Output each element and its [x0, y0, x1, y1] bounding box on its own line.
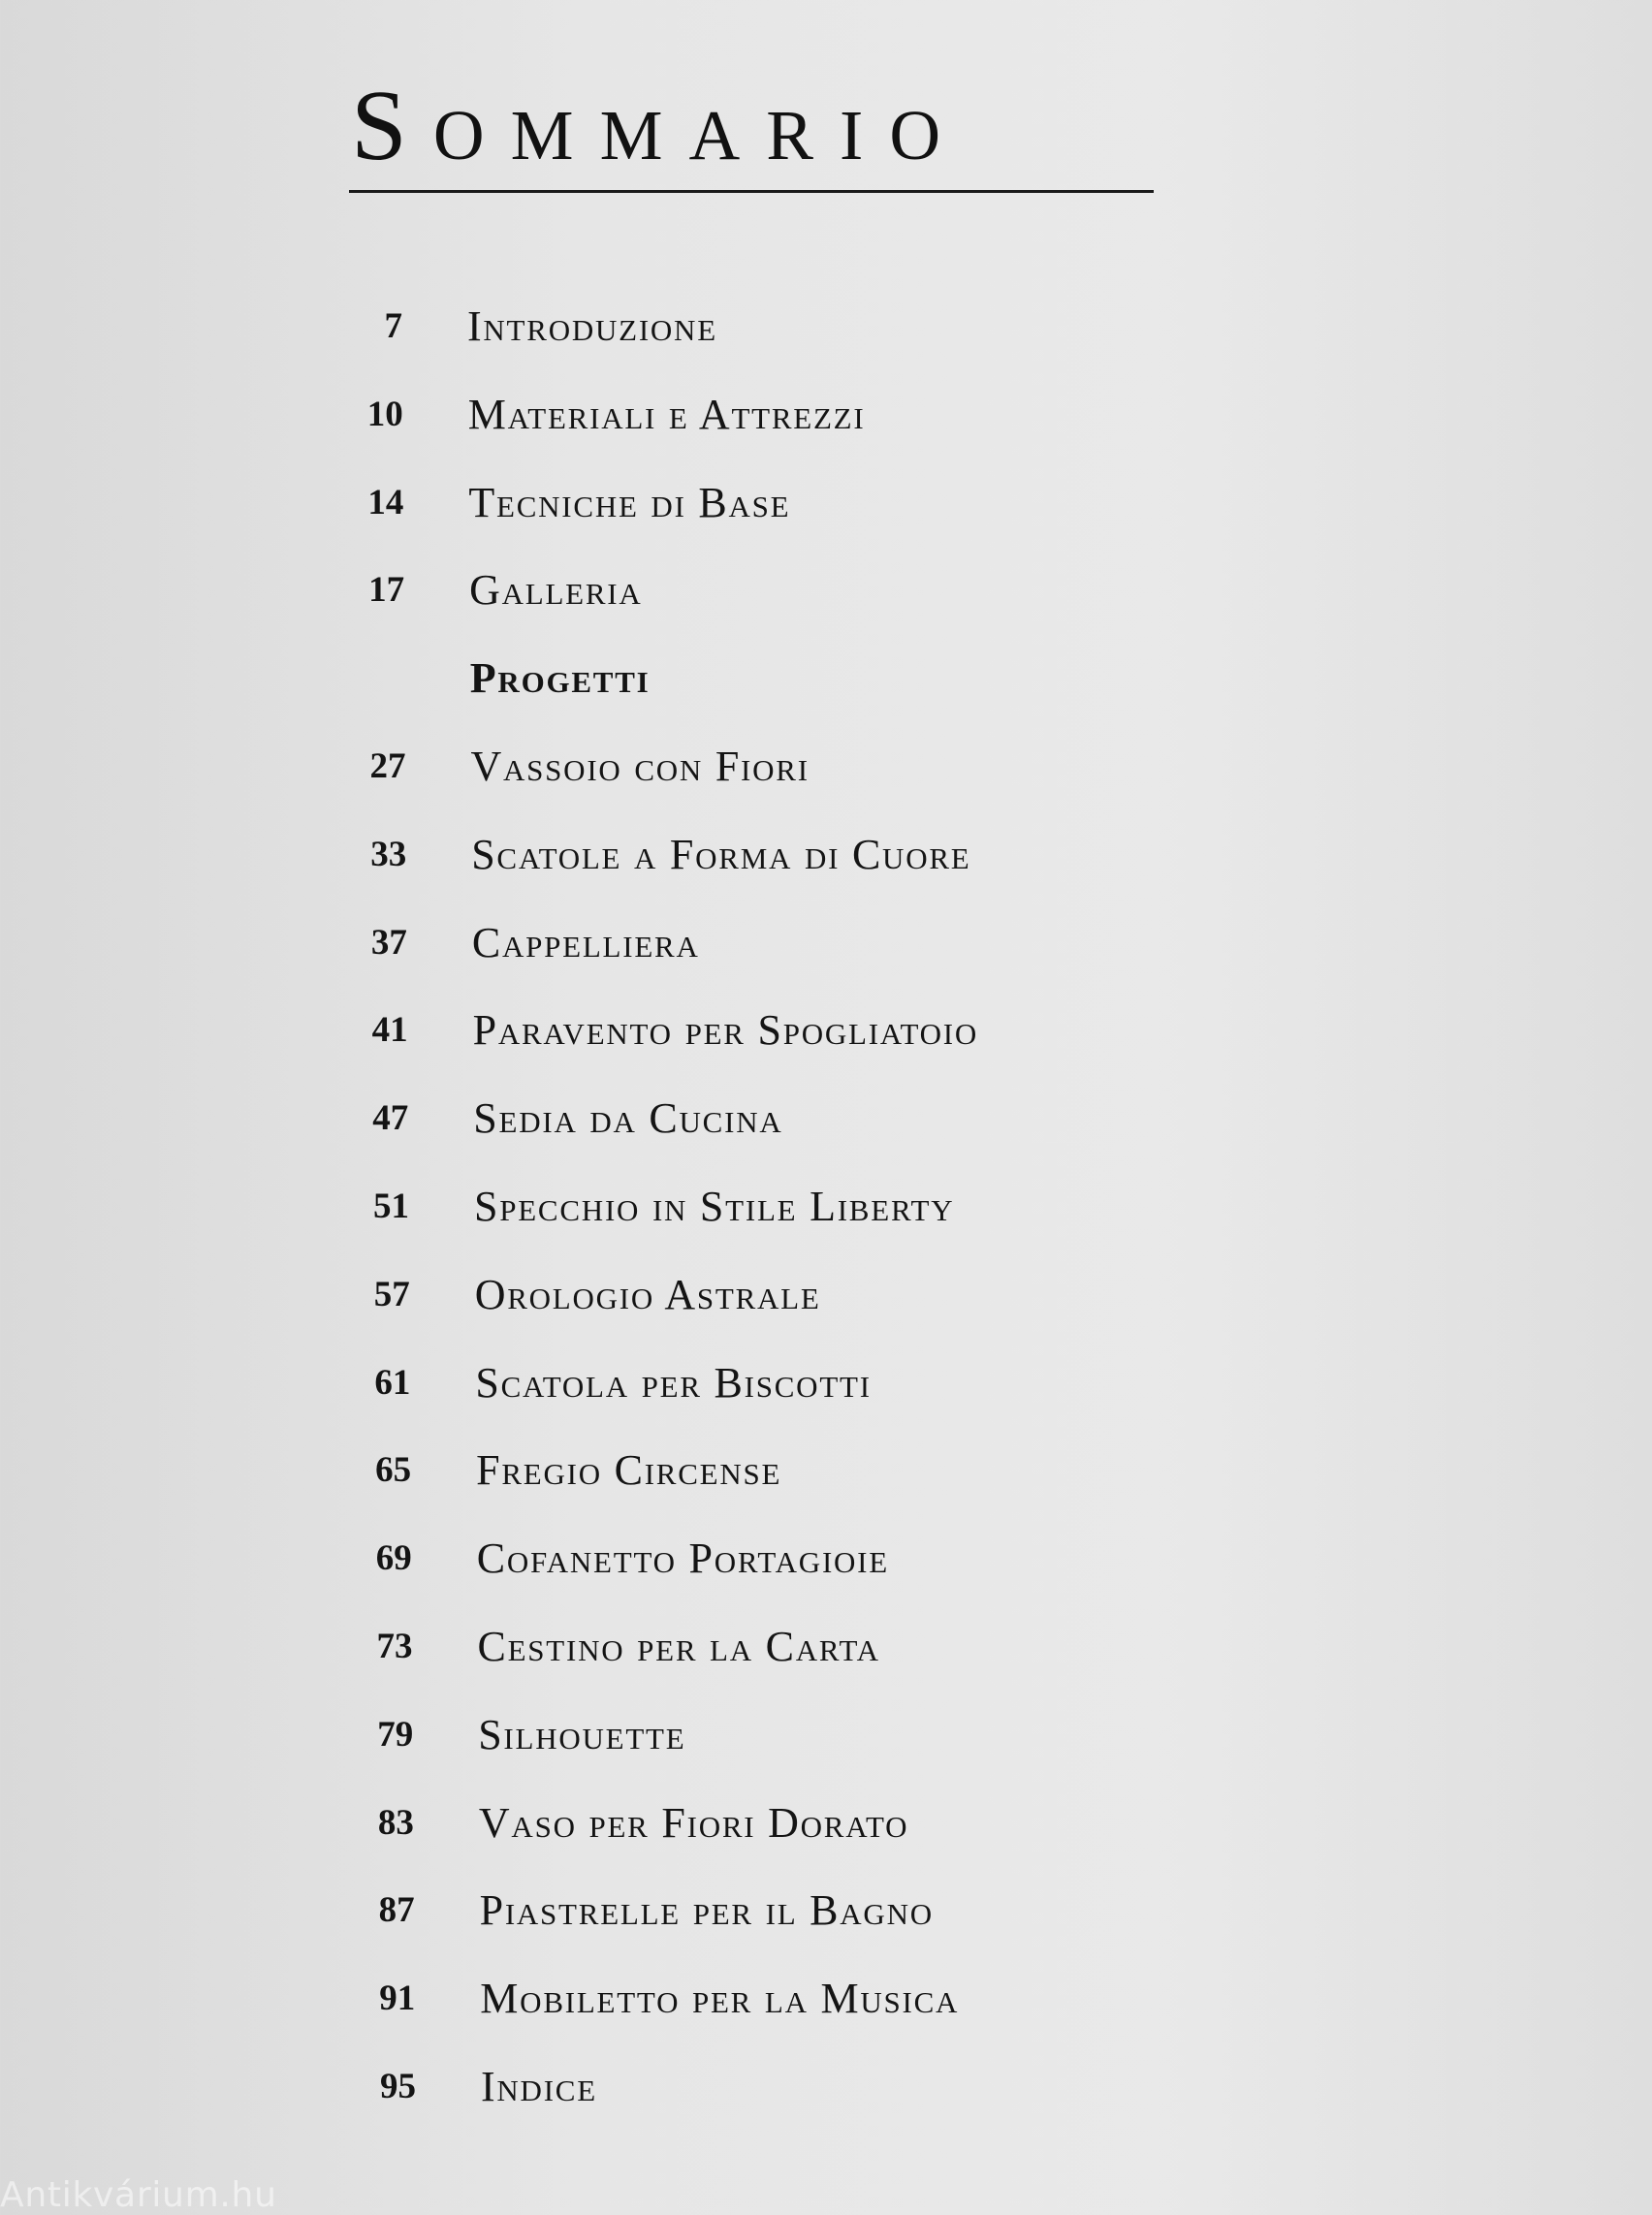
- toc-entry: [350, 474, 1223, 532]
- toc-entry-title: Silhouette: [478, 1710, 686, 1758]
- toc-page-number: 95: [380, 2067, 416, 2106]
- toc-entry-title: Mobiletto per la Musica: [480, 1975, 960, 2023]
- toc-entry: [362, 1882, 1234, 1940]
- toc-entry: [360, 1706, 1232, 1764]
- toc-page-number: 87: [378, 1890, 415, 1931]
- toc-page-number: 73: [376, 1627, 413, 1666]
- toc-page-number: 10: [366, 394, 403, 434]
- toc-entry: [359, 1530, 1231, 1588]
- toc-entry: [349, 298, 1222, 356]
- toc-entry-title: Cofanetto Portagioie: [476, 1535, 889, 1583]
- toc-entry-title: Tecniche di Base: [468, 478, 791, 526]
- toc-entry: [357, 1266, 1229, 1324]
- toc-entry-title: Introduzione: [467, 302, 717, 350]
- toc-entry-title: Specchio in Stile Liberty: [474, 1183, 955, 1230]
- toc-page-number: 79: [377, 1714, 414, 1755]
- toc-page-number: 47: [372, 1098, 409, 1139]
- toc-page-number: 37: [370, 922, 407, 963]
- toc-entry: [350, 386, 1223, 444]
- toc-page-number: 51: [373, 1187, 409, 1226]
- toc-entry: [351, 561, 1223, 619]
- toc-entry-title: Scatole a Forma di Cuore: [471, 830, 971, 878]
- toc-page-number: 14: [367, 482, 404, 522]
- title-underline: [349, 190, 1154, 193]
- toc-entry-title: Progetti: [469, 654, 651, 703]
- toc-page-number: 69: [375, 1538, 412, 1579]
- toc-page-number: 83: [377, 1802, 414, 1843]
- toc-entry-title: Paravento per Spogliatoio: [472, 1006, 979, 1055]
- toc-entry: [363, 2058, 1235, 2116]
- toc-page-number: 57: [373, 1274, 410, 1314]
- toc-page-number: 7: [384, 306, 402, 346]
- watermark: Antikvárium.hu: [0, 2175, 277, 2215]
- toc-page-number: 41: [371, 1010, 408, 1051]
- toc-entry: [355, 1090, 1227, 1148]
- toc-page-number: 33: [370, 834, 407, 874]
- toc-entry: [362, 1970, 1234, 2028]
- toc-entry: [357, 1354, 1229, 1412]
- toc-entry-title: Piastrelle per il Bagno: [479, 1886, 934, 1935]
- toc-entry-title: Vassoio con Fiori: [470, 743, 810, 790]
- toc-entry: [356, 1178, 1228, 1236]
- toc-page-number: 61: [374, 1362, 411, 1403]
- toc-entry-title: Vaso per Fiori Dorato: [478, 1798, 909, 1847]
- toc-page-number: 65: [375, 1450, 412, 1491]
- toc-entry-title: Scatola per Biscotti: [475, 1358, 872, 1407]
- toc-entry-title: Cappelliera: [471, 918, 700, 966]
- toc-entry-title: Sedia da Cucina: [473, 1094, 783, 1143]
- toc-page-number: 91: [379, 1978, 416, 2019]
- toc-page-number: 17: [368, 570, 405, 611]
- toc-entry-title: Fregio Circense: [476, 1446, 782, 1495]
- toc-entry-title: Materiali e Attrezzi: [467, 390, 866, 438]
- toc-entry-title: Orologio Astrale: [474, 1270, 821, 1318]
- toc-entry: [354, 914, 1226, 972]
- toc-entry: [353, 826, 1225, 884]
- toc-entry: [355, 1001, 1227, 1060]
- toc-entry-title: Galleria: [469, 566, 643, 615]
- page-title: Sommario: [351, 70, 968, 181]
- toc-section-heading: [352, 649, 1224, 708]
- toc-entry: [353, 738, 1225, 796]
- toc-entry-title: Cestino per la Carta: [477, 1623, 880, 1670]
- toc-page-number: 27: [369, 746, 406, 786]
- toc-entry: [358, 1441, 1230, 1500]
- toc-entry: [361, 1794, 1233, 1852]
- toc-entry: [360, 1618, 1232, 1676]
- toc-entry-title: Indice: [481, 2063, 597, 2110]
